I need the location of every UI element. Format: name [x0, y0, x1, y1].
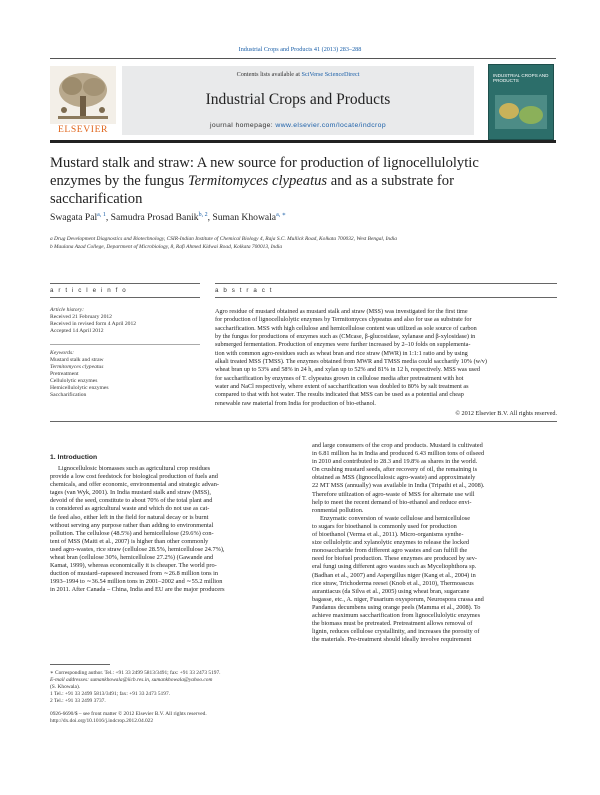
body-column-right: [312, 442, 558, 644]
body-line: tle feed also, either left in the field for natural decay or is burnt: [50, 513, 209, 521]
body-line: in 2010 and contributed to 28.3 and 19.8% as shares in the world.: [312, 458, 478, 466]
author-affiliation-marker[interactable]: a, ∗: [276, 212, 286, 218]
info-divider: [50, 344, 200, 345]
body-column-left: [50, 465, 300, 595]
cover-title: INDUSTRIAL CROPS AND PRODUCTS: [493, 73, 549, 84]
journal-reference[interactable]: Industrial Crops and Products 41 (2013) 283–288: [238, 46, 362, 53]
body-line: tages (van Wyk, 2001). In India mustard stalk and straw (MSS),: [50, 489, 211, 497]
body-line: help to meet the recent demand of bio-ethanol and reduce envi-: [312, 498, 472, 506]
footnote-2: 2 Tel.: +91 33 2499 3737.: [50, 698, 106, 704]
journal-name: Industrial Crops and Products: [205, 91, 391, 108]
body-line: the materials. Pre-treatment should ideally involve requirement: [312, 636, 472, 644]
copyright-notice: © 2012 Elsevier B.V. All rights reserved.: [455, 410, 557, 417]
article-info-rule: [50, 283, 200, 284]
abstract-line: wheat bran up to 53% and 58% in 24 h, and xylan up to 52% and 81% in 12 h, respectively. MSS was used: [215, 366, 480, 374]
header-thick-rule: [50, 140, 556, 143]
homepage-url-link[interactable]: www.elsevier.com/locate/indcrop: [275, 122, 387, 129]
contents-line: [122, 71, 474, 78]
section-heading-introduction: 1. Introduction: [50, 454, 98, 461]
keyword: Hemicellulolytic enzymes: [50, 385, 109, 391]
body-line: size cellulolytic and xylanolytic enzymes to release the locked: [312, 539, 470, 547]
body-line: devoid of the seed, constitute to about 70% of the total plant and: [50, 497, 213, 505]
body-line: duction of mustard–rapeseed increased from ∼26.8 million tons in: [50, 570, 219, 578]
body-line: 1993–1994 to ∼36.54 million tons in 2001–2002 and ∼55.2 million: [50, 578, 223, 586]
title-line-2: enzymes by the fungus Termitomyces clypeatus and as a substrate for: [50, 173, 454, 189]
author-affiliation-marker[interactable]: a, 1: [97, 212, 106, 218]
body-line: On crushing mustard seeds, after recovery of oil, the remaining is: [312, 466, 478, 474]
abstract-line: renewable raw material from India for production of bio-ethanol.: [215, 399, 376, 407]
abstract-line: alkali treated MSS (TMSS). The enzymes obtained from MWR and TMSS media could saccharify 10% (w/v): [215, 358, 487, 366]
body-line: bagasse, etc., A. niger, Fusarium oxysporum, Neurospora crassa and: [312, 595, 484, 603]
title-line-1: Mustard stalk and straw: A new source for production of lignocellulolytic: [50, 155, 479, 171]
body-line: (Badhan et al., 2007) and Aspergillus niger (Kang et al., 2004) in: [312, 571, 476, 579]
abstract-line: Agro residue of mustard obtained as mustard stalk and straw (MSS) was investigated for the first time: [215, 308, 468, 315]
journal-cover-image[interactable]: [488, 64, 554, 140]
author-name[interactable]: Suman Khowala: [212, 212, 277, 224]
doi-link[interactable]: http://dx.doi.org/10.1016/j.indcrop.2012.04.022: [50, 718, 154, 724]
affiliation-b: b Maulana Azad College, Department of Microbiology, 8, Rafi Ahmed Kidwai Road, Kolkata 700013, India: [50, 244, 283, 250]
title-line-3: saccharification: [50, 191, 143, 207]
body-line: used agro-wastes, rice straw (cellulose 28.5%, hemicellulose 24.7%),: [50, 545, 225, 553]
publisher-wordmark: ELSEVIER: [57, 124, 109, 135]
body-line: tent of MSS (Maiti et al., 2007) is higher than other commonly: [50, 537, 209, 545]
body-line: the biomass must be pretreated. Pretreatment allows removal of: [312, 620, 473, 628]
body-line: ronmental pollution.: [312, 506, 364, 514]
body-line: chemicals, and offer economic, environmental and strategic advan-: [50, 481, 219, 489]
abstract-line: for production of lignocellulolytic enzymes by Termitomyces clypeatus and also for use as substrate for: [215, 316, 472, 324]
history-item: Received in revised form 4 April 2012: [50, 321, 137, 327]
abstract-line: water and NaCl respectively, where extent of saccharification was doubled to 80% by salt treatment as: [215, 383, 469, 391]
homepage-label: journal homepage:: [209, 122, 274, 129]
footnote-1: 1 Tel.: +91 33 2499 5813/3491; fax: +91 33 2473 5197.: [50, 691, 170, 697]
front-matter-line: 0926-6690/$ – see front matter © 2012 Elsevier B.V. All rights reserved.: [50, 711, 207, 717]
body-line: Kamat, 1999), whereas economically it is cheaper. The world pro-: [50, 562, 217, 570]
abstract-line: submerged fermentation. Production of enzymes were further increased by 2–10 folds on supplementa-: [215, 341, 471, 349]
body-line: lignin, reduces cellulose crystallinity, and increases the porosity of: [312, 628, 480, 636]
body-line: provide a low cost feedstock for biological production of fuels and: [50, 473, 218, 481]
body-line: rice straw, Trichoderma reesei (Knob et al., 2010), Thermoascus: [312, 579, 474, 587]
body-line: without serving any purpose rather than adding to environmental: [50, 521, 214, 529]
body-line: wheat bran (cellulose 30%, hemicellulose 27.2%) (Gawande and: [50, 554, 214, 562]
article-info-rule: [50, 297, 200, 298]
body-line: need for biofuel production. These enzymes are produced by sev-: [312, 555, 477, 563]
body-line: 22 MT MSS (annually) was available in India (Tripathi et al., 2008).: [312, 482, 485, 490]
keyword: Termitomyces clypeatus: [50, 364, 104, 370]
history-label: Article history:: [50, 307, 85, 313]
author-name[interactable]: Samudra Prosad Banik: [110, 212, 199, 224]
author-name[interactable]: Swagata Pal: [50, 212, 98, 224]
body-line: to sugars for bioethanol is commonly used for production: [312, 522, 457, 530]
article-title: [50, 154, 550, 208]
author-list: Swagata Pal$^{a, 1}$, Samudra Prosad Banik$^{b, 2}$, Suman Khowala$^{a, ∗}$: [50, 212, 286, 224]
body-line: Pandanus decumbens using orange peels (Mamma et al., 2008). To: [312, 603, 481, 611]
history-item: Received 21 February 2012: [50, 314, 112, 320]
sciencedirect-link[interactable]: SciVerse ScienceDirect: [301, 71, 360, 78]
abstract-bottom-rule: [50, 421, 557, 422]
keywords-label: Keywords:: [50, 350, 75, 356]
abstract-rule: [215, 297, 557, 298]
body-line: of bioethanol (Verma et al., 2011). Micro-organisms synthe-: [312, 531, 464, 539]
body-line: aurantiacus (da Silva et al., 2005) using wheat bran, sugarcane: [312, 587, 470, 595]
keyword: Mustard stalk and straw: [50, 357, 104, 363]
body-line: Therefore utilization of agro-waste of MSS for alternate use will: [312, 490, 475, 498]
body-line: monosaccharide from different agro wastes and can fulfill the: [312, 547, 468, 555]
abstract-line: tion with common agro-residues such as wheat bran and rice straw (MWR) in 1:1:1 ratio and by using: [215, 349, 468, 357]
footnote-rule: [50, 664, 110, 665]
abstract-line: compared to that with hot water. The results indicated that MSS can be used as a potential and cheap: [215, 391, 464, 399]
body-line: achieve maximum saccharification from lignocellulolytic enzymes: [312, 611, 481, 619]
keyword: Saccharification: [50, 392, 87, 398]
header-rule: [50, 58, 556, 59]
footnote-email-name: (S. Khowala).: [50, 684, 81, 690]
keyword: Pretreatment: [50, 371, 79, 377]
body-line: Lignocellulosic biomasses such as agricultural crop residues: [58, 465, 211, 472]
body-line: pollution. The cellulose (48.5%) and hemicellulose (29.6%) con-: [50, 529, 214, 537]
abstract-line: saccharification. MSS with high cellulose and hemicellulose content was utilized as sole source of carbon: [215, 324, 477, 332]
body-line: Enzymatic conversion of waste cellulose and hemicellulose: [320, 514, 471, 522]
species-name: Termitomyces clypeatus: [187, 173, 328, 189]
affiliation-a: a Drug Development Diagnostics and Biotechnology, CSIR-Indian Institute of Chemical Biology 4, Raja S.C. Mullick Road, Kolkata 700032, West Bengal, India: [50, 236, 397, 242]
body-line: and large consumers of the crop and products. Mustard is cultivated: [312, 442, 483, 449]
journal-homepage: [122, 122, 474, 129]
article-info-heading: a r t i c l e i n f o: [50, 287, 128, 294]
author-affiliation-marker[interactable]: b, 2: [198, 212, 208, 218]
abstract-line: for saccharification by enzymes of T. clypeatus grown in cellulose media after pretreatment with hot: [215, 374, 464, 382]
history-item: Accepted 14 April 2012: [50, 328, 104, 334]
body-line: in 6.81 million ha in India and produced 6.43 million tons of oilseed: [312, 450, 485, 458]
body-line: in 2011. After Canada – China, India and EU are the major producers: [50, 586, 225, 594]
body-line: eral fungi using different agro wastes such as Myceliophthora sp.: [312, 563, 477, 571]
keyword: Cellulolytic enzymes: [50, 378, 98, 384]
body-line: obtained as MSS (lignocellulosic agro-waste) and approximately: [312, 474, 476, 482]
abstract-heading: a b s t r a c t: [215, 287, 274, 294]
abstract-line: by the fungus for productions of enzymes such as (CMcase, β-glucosidase, xylanase and β-xylosidase) in: [215, 333, 476, 341]
footnote-email[interactable]: E-mail addresses: sumankhowala@iicb.res.in, sumankhowala@yahoo.com: [50, 677, 213, 683]
contents-prefix: Contents lists available at: [236, 71, 300, 78]
abstract-rule: [215, 283, 557, 284]
body-line: is considered as agricultural waste and which do not use as cat-: [50, 505, 210, 513]
footnote-corresponding-author: ∗ Corresponding author. Tel.: +91 33 2499 5813/3491; fax: +91 33 2473 5197.: [50, 670, 221, 676]
abstract-text: [215, 308, 557, 408]
